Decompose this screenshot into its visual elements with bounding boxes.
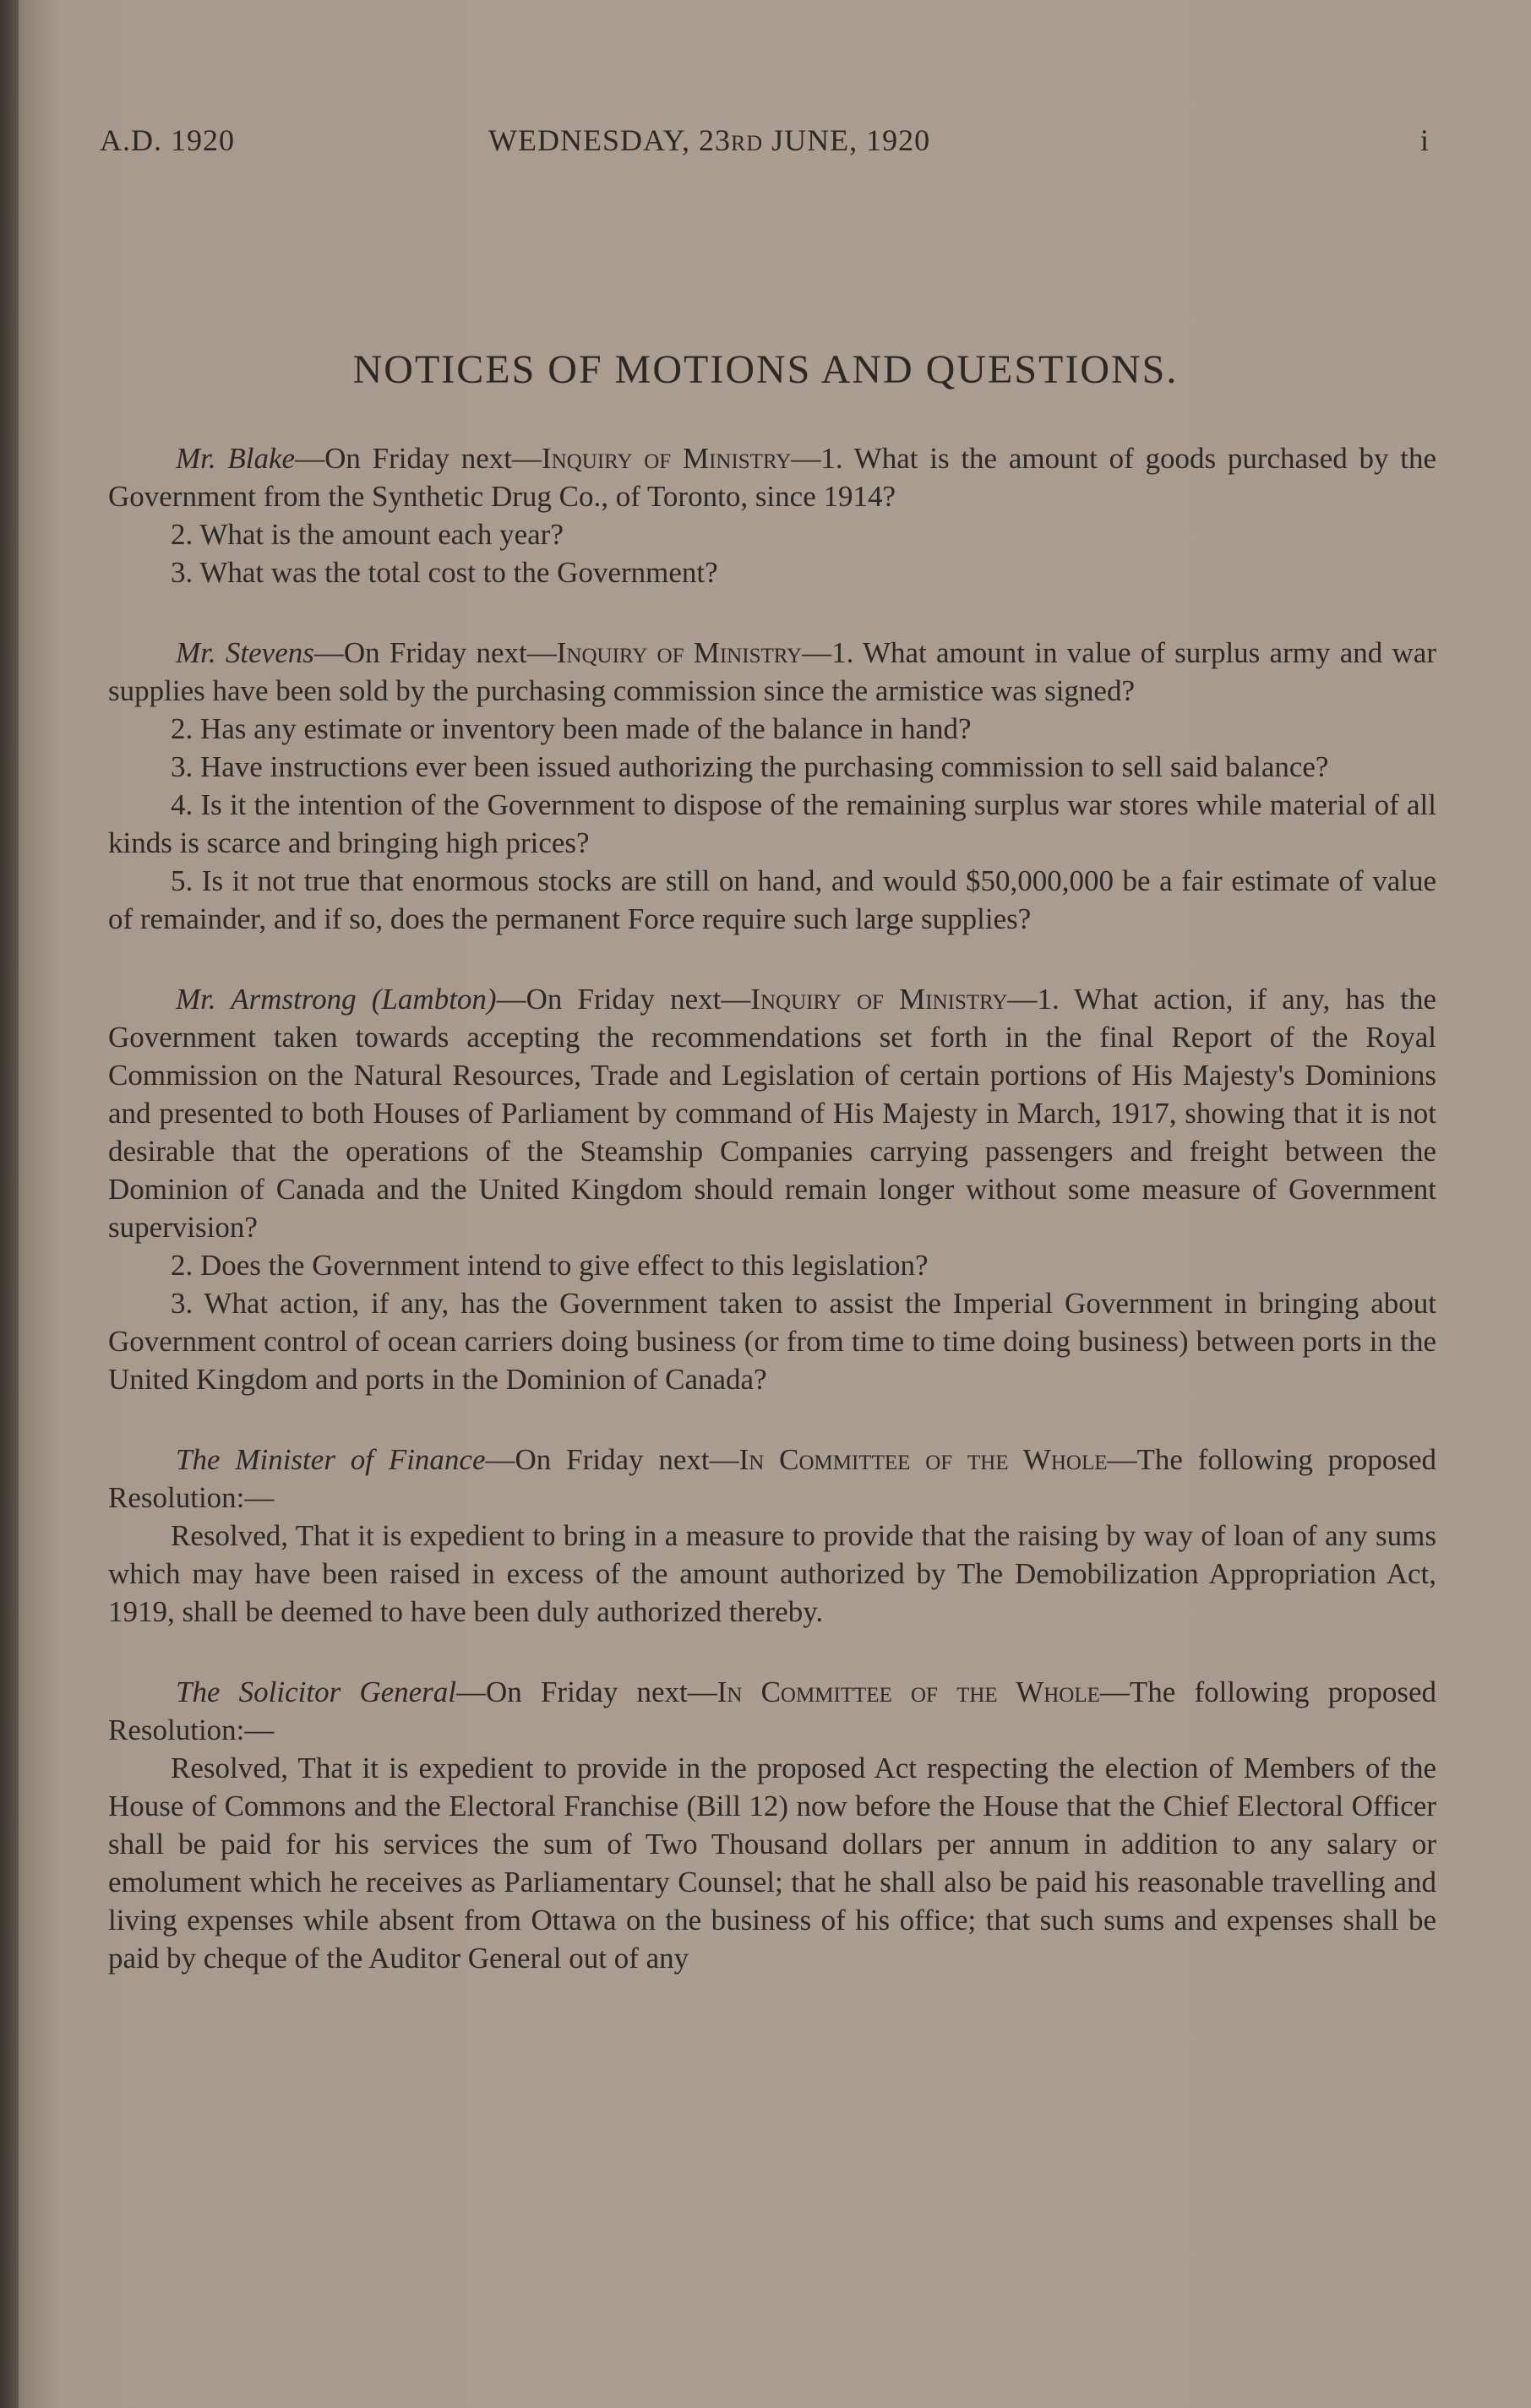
notice-when: —On Friday next— [496,983,751,1016]
notice-item: 2. What is the amount each year? [171,518,564,551]
notice-item: 2. Has any estimate or inventory been made of the balance in hand? [171,712,972,745]
resolution-text: Resolved, That it is expedient to bring in a measure to provide that the raising by way of loan of any sums which may have been raised in excess of the amount authorized by The Demobilization Appropriation Act, 1919, shall be deemed to have been duly authorized thereby. [108,1519,1436,1628]
member-name: Mr. Stevens [176,636,314,669]
notice-first-paragraph [108,439,1436,515]
notice-heading: In Committee of the Whole [738,1443,1108,1476]
notice-when: —On Friday next— [313,636,557,669]
notice-solicitor-general [108,1673,1436,1977]
notice-stevens [108,634,1436,938]
notice-lead-in: —The following proposed Resolution:— [108,1675,1436,1746]
notices-body [108,439,1436,2019]
resolution-text: Resolved, That it is expedient to provide in the proposed Act respecting the election of Members of the House of Commons and the Electoral Franchise (Bill 12) now before the House that the Chief Electoral Officer shall be paid for his services the sum of Two Thousand dollars per annum in addition to any salary or emolument which he receives as Parliamentary Counsel; that he shall also be paid his reasonable travelling and living expenses while absent from Ottawa on the business of his office; that such sums and expenses shall be paid by cheque of the Auditor General out of any [108,1752,1436,1975]
notice-blake [108,439,1436,591]
notice-first-paragraph [108,980,1436,1246]
header-date-ordinal: RD [731,131,764,155]
page-title: NOTICES OF MOTIONS AND QUESTIONS. [352,347,1179,392]
notice-minister-of-finance [108,1441,1436,1631]
header-date-prefix: WEDNESDAY, 23 [488,123,732,157]
header-date [488,123,930,158]
notice-question: —1. What is the amount of goods purchased by the Government from the Synthetic Drug Co., of Toronto, since 1914? [108,442,1436,513]
notice-armstrong [108,980,1436,1398]
notice-first-paragraph [108,1673,1436,1749]
notice-question: —1. What action, if any, has the Government taken towards accepting the recommendations set forth in the final Report of the Royal Commission on the Natural Resources, Trade and Legislation of certain portions of His Majesty's Dominions and presented to both Houses of Parliament by command of His Majesty in March, 1917, showing that it is not desirable that the operations of the Steamship Companies carrying passengers and freight between the Dominion of Canada and the United Kingdom should remain longer without some measure of Government supervision? [108,983,1437,1244]
header-year: A.D. 1920 [100,123,235,157]
notice-when: —On Friday next— [485,1443,739,1476]
notice-heading: Inquiry of Ministry [556,636,803,669]
notice-item: 2. Does the Government intend to give effect to this legislation? [171,1249,929,1282]
member-name: The Solicitor General [176,1675,457,1708]
member-name: The Minister of Finance [176,1443,486,1476]
notice-item: 3. What action, if any, has the Government taken to assist the Imperial Government in bringing about Government control of ocean carriers doing business (or from time to time doing business) between ports in the United Kingdom and ports in the Dominion of Canada? [108,1287,1436,1396]
notice-item: 3. What was the total cost to the Government? [171,556,718,589]
header-date-suffix: JUNE, 1920 [763,123,931,157]
notice-item: 5. Is it not true that enormous stocks are still on hand, and would $50,000,000 be a fair estimate of value of remainder, and if so, does the permanent Force require such large supplies? [108,864,1436,935]
member-name: Mr. Blake [176,442,296,475]
member-name: Mr. Armstrong (Lambton) [176,983,497,1016]
notice-item: 4. Is it the intention of the Government to dispose of the remaining surplus war stores while material of all kinds is scarce and bringing high prices? [108,788,1436,859]
notice-first-paragraph [108,1441,1436,1517]
notice-lead-in: —The following proposed Resolution:— [108,1443,1436,1514]
notice-question: —1. What amount in value of surplus army and war supplies have been sold by the purchasing commission since the armistice was signed? [108,636,1436,707]
notice-heading: Inquiry of Ministry [542,442,792,475]
running-header [100,123,1430,173]
page-number: i [1419,123,1430,157]
notice-when: —On Friday next— [456,1675,717,1708]
notice-heading: Inquiry of Ministry [750,983,1008,1016]
notice-heading: In Committee of the Whole [716,1675,1100,1708]
notice-first-paragraph [108,634,1436,710]
notice-when: —On Friday next— [295,442,542,475]
notice-item: 3. Have instructions ever been issued authorizing the purchasing commission to sell said balance? [171,750,1329,783]
